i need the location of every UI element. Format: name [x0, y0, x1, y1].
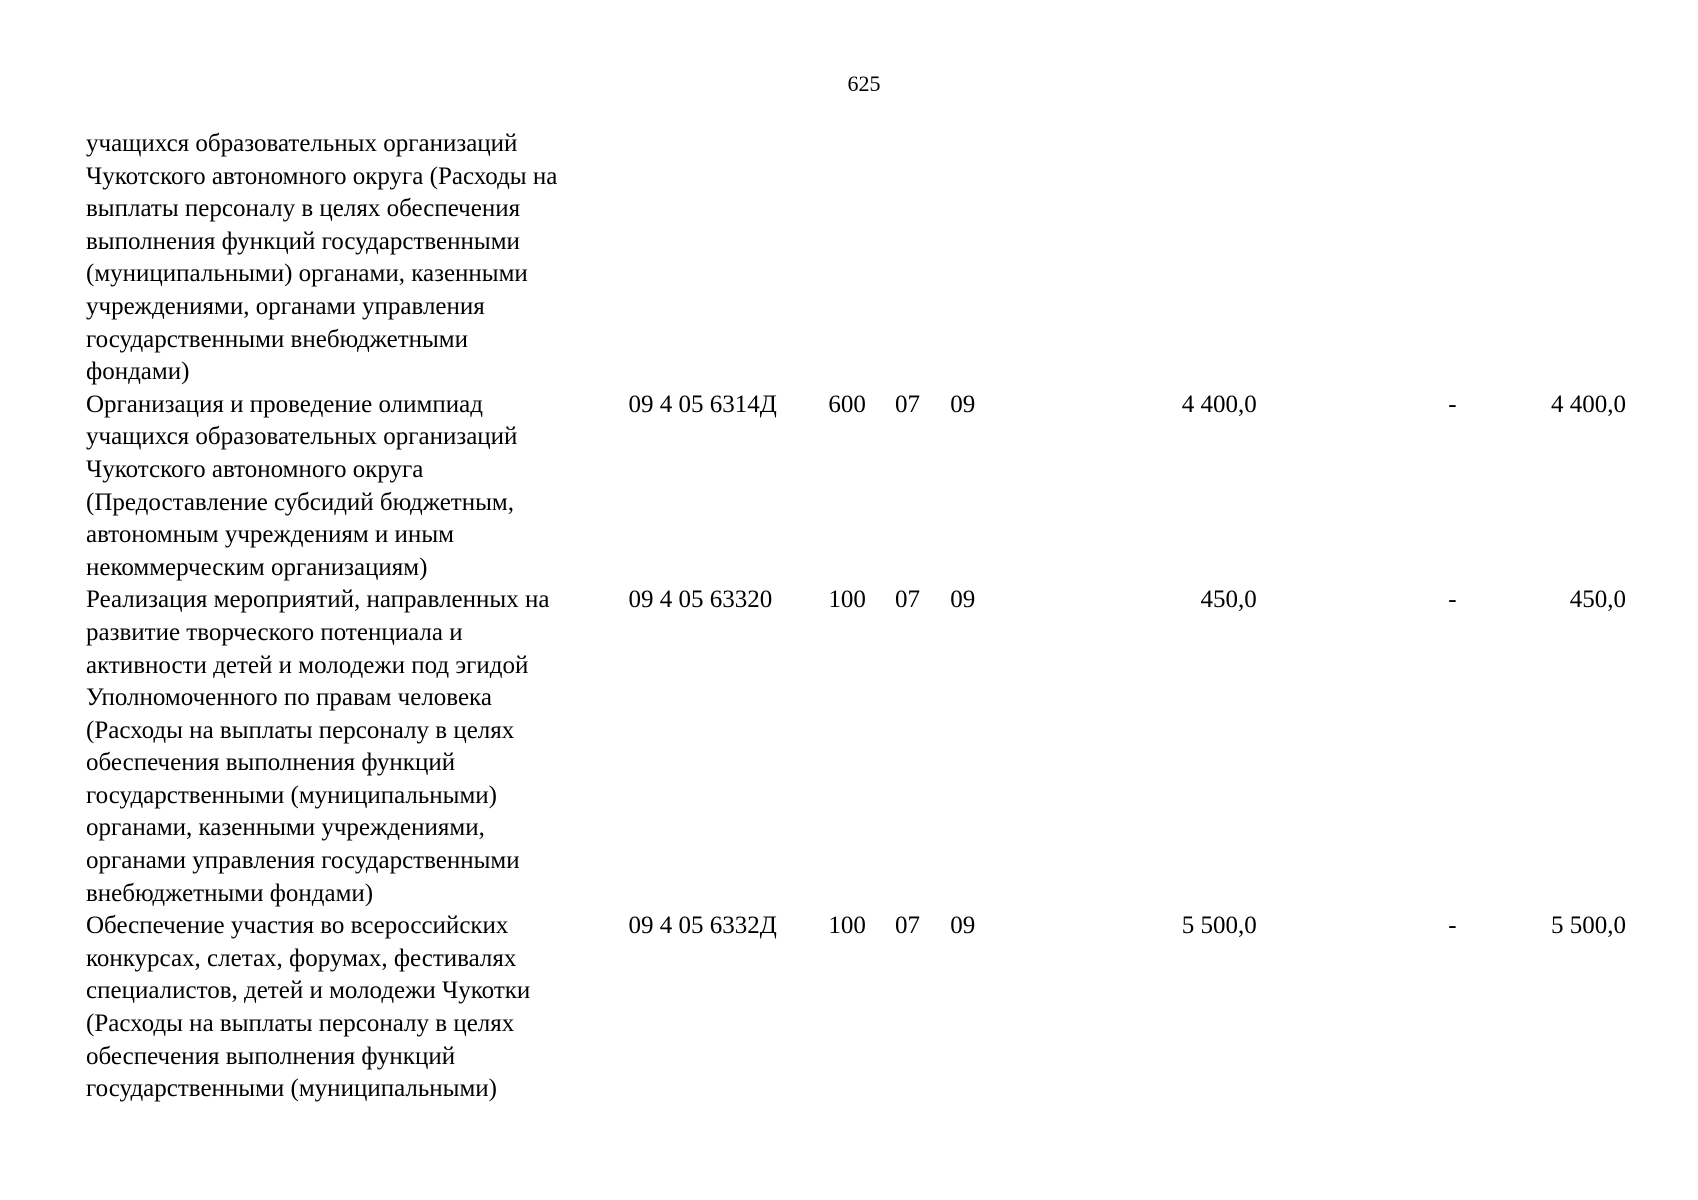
description-line: Чукотского автономного округа — [86, 455, 424, 483]
description-line: Чукотского автономного округа (Расходы на — [86, 162, 558, 190]
amount-regional: 4 400,0 — [1551, 390, 1626, 418]
subsection-code: 09 — [950, 390, 976, 418]
description-line: фондами) — [86, 358, 190, 386]
expense-type-code: 100 — [828, 586, 866, 614]
description-line: Реализация мероприятий, направленных на — [86, 586, 550, 614]
table-row — [86, 584, 1626, 910]
subsection-code: 09 — [950, 586, 976, 614]
table-row — [86, 910, 1626, 1106]
description-line: (Расходы на выплаты персоналу в целях — [86, 716, 515, 744]
expense-type-code: 100 — [828, 912, 866, 940]
description-line: выполнения функций государственными — [86, 227, 520, 255]
row-description — [86, 910, 629, 1106]
description-line: Уполномоченного по правам человека — [86, 684, 492, 712]
amount-total: 5 500,0 — [1181, 912, 1257, 940]
description-line: государственными (муниципальными) — [86, 781, 497, 809]
description-line: внебюджетными фондами) — [86, 879, 374, 907]
table-row — [86, 128, 1626, 389]
description-line: автономным учреждениям и иным — [86, 521, 454, 549]
description-line: государственными внебюджетными — [86, 325, 469, 353]
section-code: 07 — [895, 912, 921, 940]
table-row — [86, 389, 1626, 585]
section-code: 07 — [895, 390, 921, 418]
description-line: (Предоставление субсидий бюджетным, — [86, 488, 514, 516]
description-line: некоммерческим организациям) — [86, 553, 428, 581]
amount-federal: - — [1448, 912, 1457, 940]
description-line: государственными (муниципальными) — [86, 1075, 497, 1103]
target-article-code: 09 4 05 6332Д — [628, 912, 777, 940]
description-line: развитие творческого потенциала и — [86, 618, 463, 646]
target-article-code: 09 4 05 63320 — [628, 586, 773, 614]
description-line: учреждениями, органами управления — [86, 292, 485, 320]
row-description — [86, 128, 629, 389]
description-line: (муниципальными) органами, казенными — [86, 260, 528, 288]
amount-federal: - — [1448, 390, 1457, 418]
target-article-code: 09 4 05 6314Д — [628, 390, 777, 418]
amount-regional: 450,0 — [1569, 586, 1626, 614]
amount-total: 450,0 — [1200, 586, 1257, 614]
description-line: учащихся образовательных организаций — [86, 423, 518, 451]
row-description — [86, 584, 629, 910]
description-line: специалистов, детей и молодежи Чукотки — [86, 977, 531, 1005]
subsection-code: 09 — [950, 912, 976, 940]
budget-table — [86, 128, 1626, 1106]
row-description — [86, 389, 629, 585]
description-line: Организация и проведение олимпиад — [86, 390, 483, 418]
description-line: активности детей и молодежи под эгидой — [86, 651, 529, 679]
expense-type-code: 600 — [828, 390, 866, 418]
page-number: 625 — [847, 71, 881, 96]
description-line: конкурсах, слетах, форумах, фестивалях — [86, 944, 517, 972]
description-line: органами, казенными учреждениями, — [86, 814, 485, 842]
description-line: обеспечения выполнения функций — [86, 749, 456, 777]
description-line: Обеспечение участия во всероссийских — [86, 912, 509, 940]
amount-total: 4 400,0 — [1181, 390, 1257, 418]
description-line: обеспечения выполнения функций — [86, 1042, 456, 1070]
amount-federal: - — [1448, 586, 1457, 614]
description-line: выплаты персоналу в целях обеспечения — [86, 195, 521, 223]
amount-regional: 5 500,0 — [1551, 912, 1626, 940]
description-line: учащихся образовательных организаций — [86, 130, 518, 157]
description-line: органами управления государственными — [86, 847, 520, 875]
section-code: 07 — [895, 586, 921, 614]
description-line: (Расходы на выплаты персоналу в целях — [86, 1010, 515, 1038]
